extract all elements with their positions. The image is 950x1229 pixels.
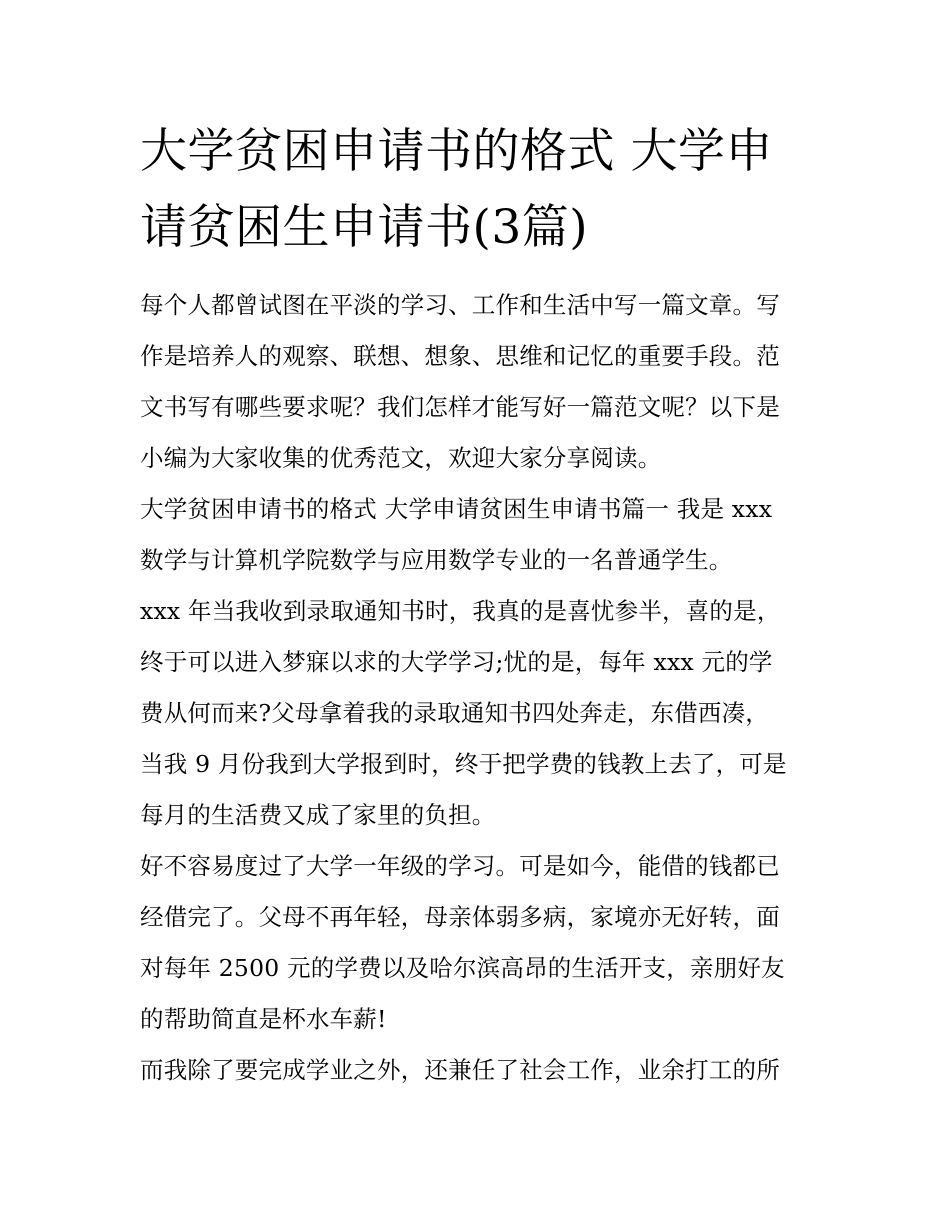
body-line-5: 大学贫困申请书的格式 大学申请贫困生申请书篇一 我是 xxx	[140, 495, 773, 523]
body-line-1: 每个人都曾试图在平淡的学习、工作和生活中写一篇文章。写	[140, 291, 780, 319]
body-line-8: 终于可以进入梦寐以求的大学学习;忧的是，每年 xxx 元的学	[140, 648, 773, 676]
document-title	[140, 114, 820, 266]
body-line-4: 小编为大家收集的优秀范文，欢迎大家分享阅读。	[140, 444, 662, 472]
body-line-14: 对每年 2500 元的学费以及哈尔滨高昂的生活开支，亲朋好友	[140, 954, 785, 982]
body-line-12: 好不容易度过了大学一年级的学习。可是如今，能借的钱都已	[140, 852, 780, 880]
body-line-11: 每月的生活费又成了家里的负担。	[140, 801, 496, 829]
body-line-3: 文书写有哪些要求呢？我们怎样才能写好一篇范文呢？以下是	[140, 393, 780, 421]
body-line-2: 作是培养人的观察、联想、想象、思维和记忆的重要手段。范	[140, 342, 780, 370]
body-line-6: 数学与计算机学院数学与应用数学专业的一名普通学生。	[140, 546, 733, 574]
body-line-10: 当我 9 月份我到大学报到时，终于把学费的钱教上去了，可是	[140, 750, 787, 778]
body-line-9: 费从何而来?父母拿着我的录取通知书四处奔走，东借西凑，	[140, 699, 769, 727]
document-body	[140, 280, 820, 1096]
title-line-2: 请贫困生申请书(3篇)	[140, 200, 589, 255]
body-line-13: 经借完了。父母不再年轻，母亲体弱多病，家境亦无好转，面	[140, 903, 780, 931]
body-line-15: 的帮助简直是杯水车薪!	[140, 1005, 387, 1033]
title-line-1: 大学贫困申请书的格式 大学申	[140, 124, 773, 179]
body-line-16: 而我除了要完成学业之外，还兼任了社会工作，业余打工的所	[140, 1056, 780, 1084]
body-line-7: xxx 年当我收到录取通知书时，我真的是喜忧参半，喜的是，	[140, 597, 781, 625]
